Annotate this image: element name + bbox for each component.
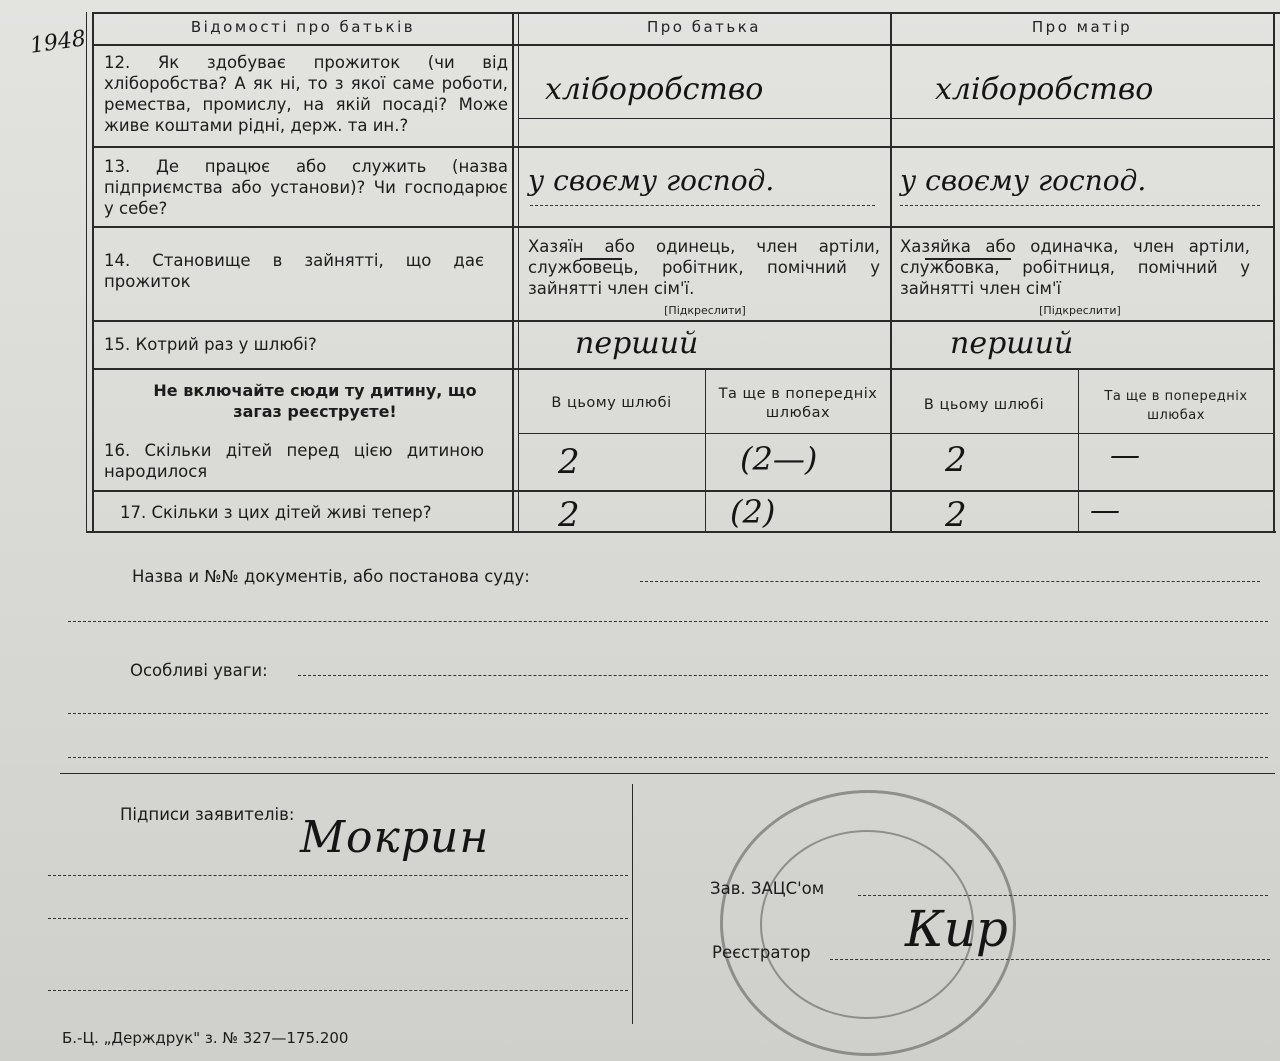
- head-line: [858, 895, 1268, 896]
- official-signature: Кир: [905, 900, 1008, 958]
- signature-line-2: [48, 918, 628, 919]
- options-14-mother: Хазяйка або одиначка, член артіли, службовка, робітниця, помічний у зайнятті член сім'ї: [900, 237, 1250, 298]
- question-16: 16. Скільки дітей перед цією дитиною народилося: [104, 441, 484, 481]
- col-this-marriage-father: В цьому шлюбі: [551, 395, 672, 411]
- answer-16-mother-prev: —: [1110, 438, 1140, 473]
- remarks-line-3: [68, 757, 1268, 758]
- question-12: 12. Як здобуває прожиток (чи від хліборобства? А як ні, то з якої саме роботи, ремества, промислу, на якій посаді? Може живе коштами рідні, держ. та ин.?: [104, 53, 508, 135]
- question-17: 17. Скільки з цих дітей живі тепер?: [120, 503, 432, 522]
- answer-17-father-prev: (2): [730, 493, 776, 531]
- signature-divider: [632, 784, 633, 1024]
- remarks-line-1: [298, 675, 1268, 676]
- answer-12-father: хліборобство: [545, 72, 764, 107]
- signature-line-3: [48, 990, 628, 991]
- answer-16-father-this: 2: [558, 442, 580, 482]
- answer-13-mother: у своєму господ.: [900, 164, 1147, 197]
- header-father: Про батька: [646, 18, 762, 36]
- answer-13-father: у своєму господ.: [528, 164, 775, 197]
- answer-17-mother-prev: —: [1090, 493, 1120, 528]
- col-this-marriage-mother: В цьому шлюбі: [923, 397, 1045, 413]
- question-15: 15. Котрий раз у шлюбі?: [104, 335, 317, 354]
- remarks-line-2: [68, 713, 1268, 714]
- signatures-label: Підписи заявителів:: [120, 805, 295, 824]
- question-14: 14. Становище в зайнятті, що дає прожиток: [104, 251, 484, 291]
- question-13: 13. Де працює або служить (назва підприємства або установи)? Чи господарює у себе?: [104, 157, 508, 218]
- underline-mark-father: [580, 258, 622, 260]
- answer-15-mother: перший: [950, 326, 1074, 361]
- printer-footer: Б.-Ц. „Держдрук" з. № 327—175.200: [62, 1029, 349, 1047]
- underline-note-father: [Підкреслити]: [664, 304, 746, 317]
- documents-line-2: [68, 621, 1268, 622]
- documents-line: [640, 581, 1260, 582]
- answer-17-mother-this: 2: [945, 495, 967, 535]
- answer-16-mother-this: 2: [945, 440, 967, 480]
- documents-label: Назва и №№ документів, або постанова суду:: [132, 567, 530, 586]
- col-prev-marriages-father: Та ще в попередніх шлюбах: [718, 386, 878, 421]
- children-notice: Не включайте сюди ту дитину, що загаз реєструєте!: [153, 381, 477, 421]
- answer-17-father-this: 2: [558, 495, 580, 535]
- underline-mark-mother: [925, 258, 1011, 260]
- answer-15-father: перший: [575, 326, 699, 361]
- applicant-signature: Мокрин: [300, 812, 490, 863]
- registrar-line: [830, 959, 1270, 960]
- section-divider: [60, 773, 1275, 774]
- registrar-label: Реєстратор: [712, 943, 811, 962]
- answer-12-mother: хліборобство: [935, 72, 1154, 107]
- options-14-father: Хазяїн або одинець, член артіли, службовець, робітник, помічний у зайнятті член сім'ї.: [528, 237, 880, 298]
- col-prev-marriages-mother: Та ще в попередніх шлюбах: [1104, 389, 1248, 423]
- signature-line-1: [48, 875, 628, 876]
- head-label: Зав. ЗАЦС'ом: [710, 879, 825, 898]
- header-parents-info: Відомості про батьків: [190, 18, 416, 36]
- answer-16-father-prev: (2—): [740, 440, 818, 478]
- underline-note-mother: [Підкреслити]: [1039, 304, 1121, 317]
- header-mother: Про матір: [1031, 18, 1133, 36]
- remarks-label: Особливі уваги:: [130, 661, 268, 680]
- margin-note: 1948: [28, 26, 88, 59]
